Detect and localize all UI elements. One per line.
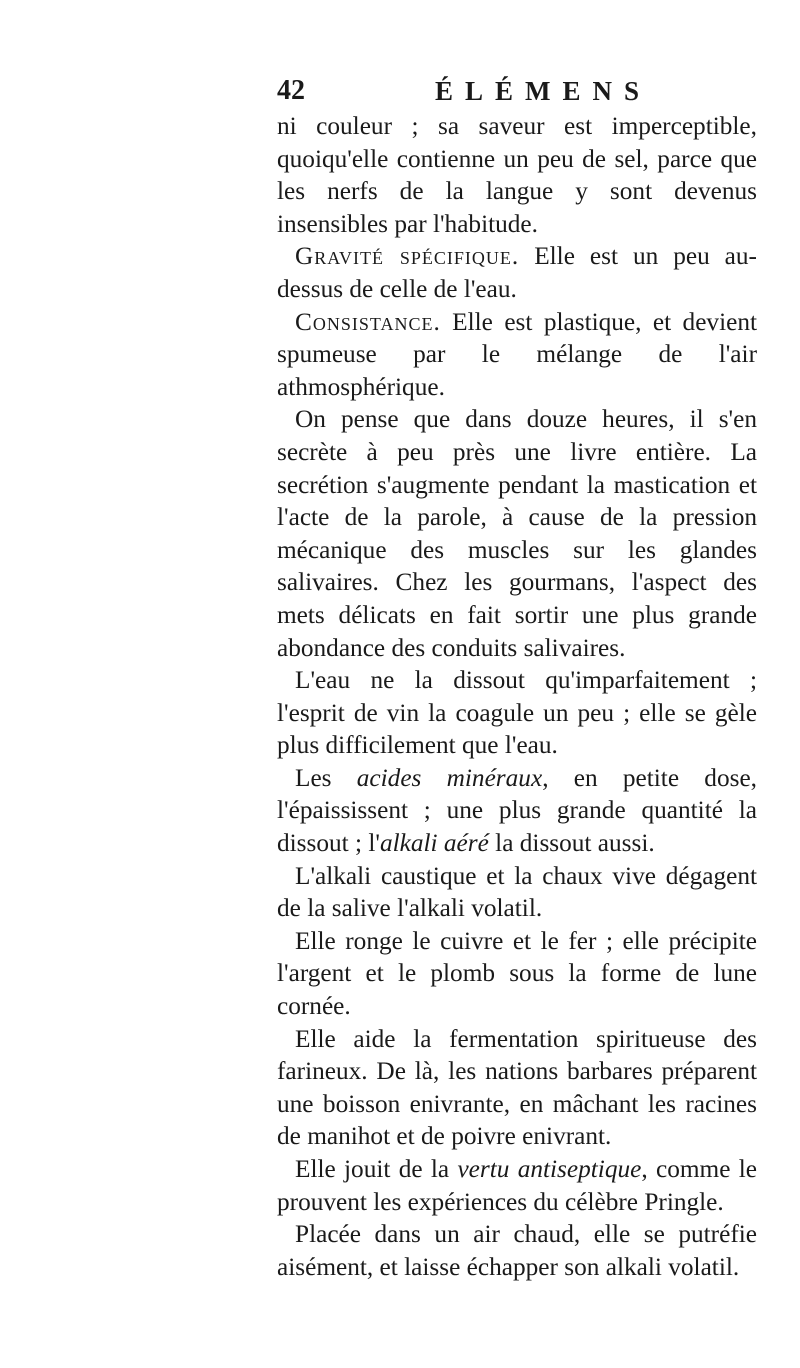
paragraph-consistency <box>277 306 757 404</box>
paragraph-specific-gravity <box>277 240 757 305</box>
paragraph-text: Elle est plastique, et devient spumeuse par le mélange de l'air athmosphérique. <box>277 307 757 401</box>
paragraph-antiseptic <box>277 1153 757 1218</box>
paragraph-text: Elle jouit de la <box>295 1155 458 1183</box>
section-heading-consistency: Consistance. <box>295 307 441 336</box>
italic-term: acides minéraux <box>356 763 543 792</box>
paragraph-text: Elle est un peu au-dessus de celle de l'eau. <box>277 242 757 303</box>
paragraph-text: Les <box>295 763 357 792</box>
paragraph-metals: Elle ronge le cuivre et le fer ; elle précipite l'argent et le plomb sous la forme de lune cornée. <box>277 926 757 1021</box>
paragraph-alkali: L'alkali caustique et la chaux vive dégagent de la salive l'alkali volatil. <box>277 861 757 923</box>
paragraph-text: la dissout aussi. <box>488 829 655 858</box>
italic-term: alkali aéré <box>379 829 489 858</box>
page-header <box>277 73 757 109</box>
page-number: 42 <box>277 75 305 106</box>
running-head: ÉLÉMENS <box>435 76 652 106</box>
body-text <box>277 110 757 1283</box>
paragraph-solubility: L'eau ne la dissout qu'imparfaitement ; l'esprit de vin la coagule un peu ; elle se gèle plus difficilement que l'eau. <box>277 666 757 760</box>
paragraph-text: , comme le prouvent les expériences du célèbre Pringle. <box>277 1155 757 1216</box>
paragraph-putrefaction: Placée dans un air chaud, elle se putréfie aisément, et laisse échapper son alkali volatil. <box>277 1220 757 1281</box>
paragraph-text: , en petite dose, l'épaississent ; une plus grande quantité la dissout ; l' <box>277 763 757 858</box>
section-heading-specific-gravity: Gravité spécifique. <box>295 242 520 271</box>
paragraph-acids <box>277 762 757 860</box>
italic-term: vertu antiseptique <box>457 1155 642 1183</box>
paragraph-secretion: On pense que dans douze heures, il s'en secrète à peu près une livre entière. La secrétion s'augmente pendant la mastication et l'acte de la parole, à cause de la pression mécanique des muscles sur les glandes salivaires. Chez les gourmans, l'aspect des mets délicats en fait sortir une plus grande abondance des conduits salivaires. <box>277 405 757 662</box>
paragraph-fermentation: Elle aide la fermentation spiritueuse des farineux. De là, les nations barbares préparent une boisson enivrante, en mâchant les racines de manihot et de poivre enivrant. <box>277 1024 757 1151</box>
paragraph-continuation: ni couleur ; sa saveur est imperceptible, quoiqu'elle contienne un peu de sel, parce que les nerfs de la langue y sont devenus insensibles par l'habitude. <box>277 112 757 238</box>
